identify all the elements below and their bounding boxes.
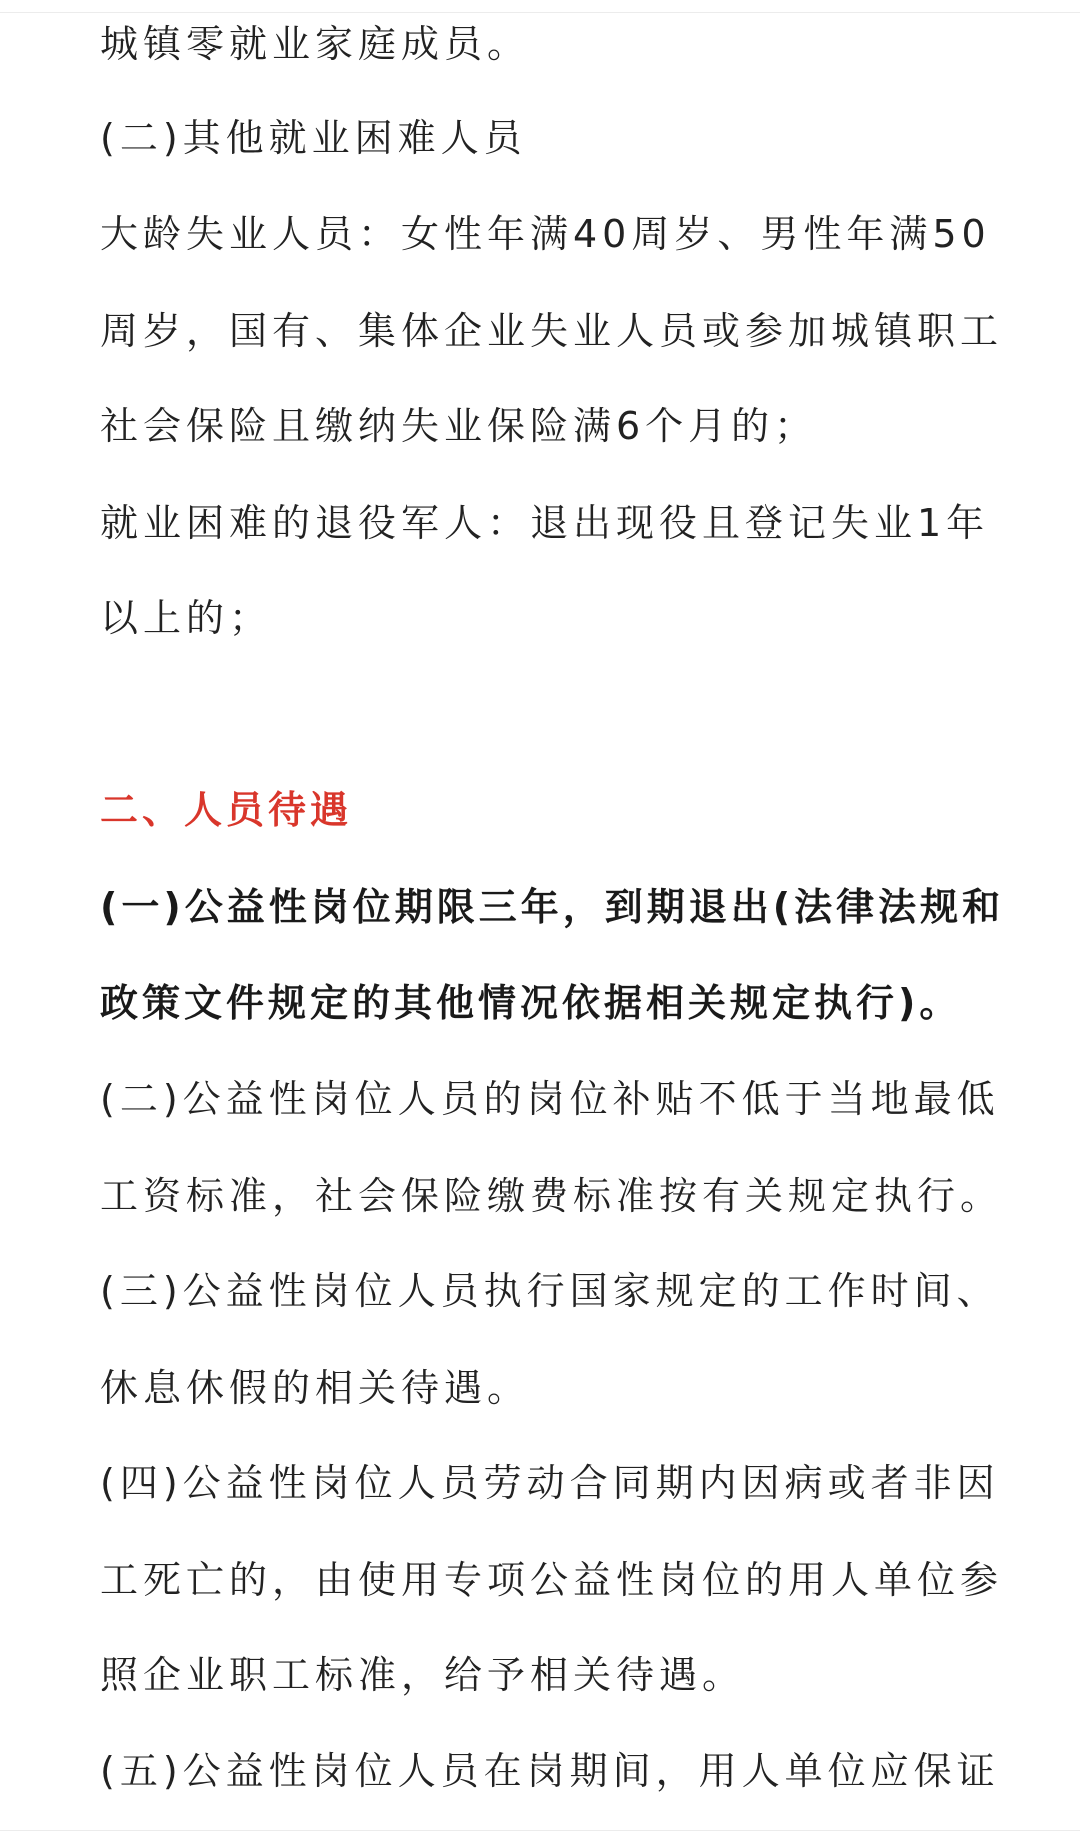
paragraph-line: 就业困难的退役军人：退出现役且登记失业1年 (100, 501, 990, 545)
bottom-divider (0, 1830, 1080, 1841)
paragraph-line: (二)公益性岗位人员的岗位补贴不低于当地最低 (100, 1077, 1000, 1121)
paragraph-line: 大龄失业人员：女性年满40周岁、男性年满50 (100, 212, 991, 256)
paragraph-line: (三)公益性岗位人员执行国家规定的工作时间、 (100, 1269, 1000, 1313)
paragraph-line: 工资标准，社会保险缴费标准按有关规定执行。 (100, 1174, 1004, 1218)
top-divider (0, 0, 1080, 13)
section-heading: 二、人员待遇 (100, 788, 353, 832)
paragraph-line: 照企业职工标准，给予相关待遇。 (100, 1653, 746, 1697)
bold-paragraph-line: (一)公益性岗位期限三年，到期退出(法律法规和 (100, 885, 1005, 929)
paragraph-line: 周岁，国有、集体企业失业人员或参加城镇职工 (100, 309, 1004, 353)
bold-paragraph-line: 政策文件规定的其他情况依据相关规定执行)。 (100, 981, 962, 1025)
paragraph-line: 休息休假的相关待遇。 (100, 1366, 531, 1410)
paragraph-line: 工死亡的，由使用专项公益性岗位的用人单位参 (100, 1558, 1004, 1602)
paragraph-line: (二)其他就业困难人员 (100, 116, 527, 160)
paragraph-line: (五)公益性岗位人员在岗期间，用人单位应保证 (100, 1749, 1000, 1793)
paragraph-line: 社会保险且缴纳失业保险满6个月的； (100, 404, 818, 448)
paragraph-line: 以上的； (100, 596, 273, 640)
paragraph-line: (四)公益性岗位人员劳动合同期内因病或者非因 (100, 1461, 1000, 1505)
paragraph-line: 城镇零就业家庭成员。 (100, 22, 531, 66)
